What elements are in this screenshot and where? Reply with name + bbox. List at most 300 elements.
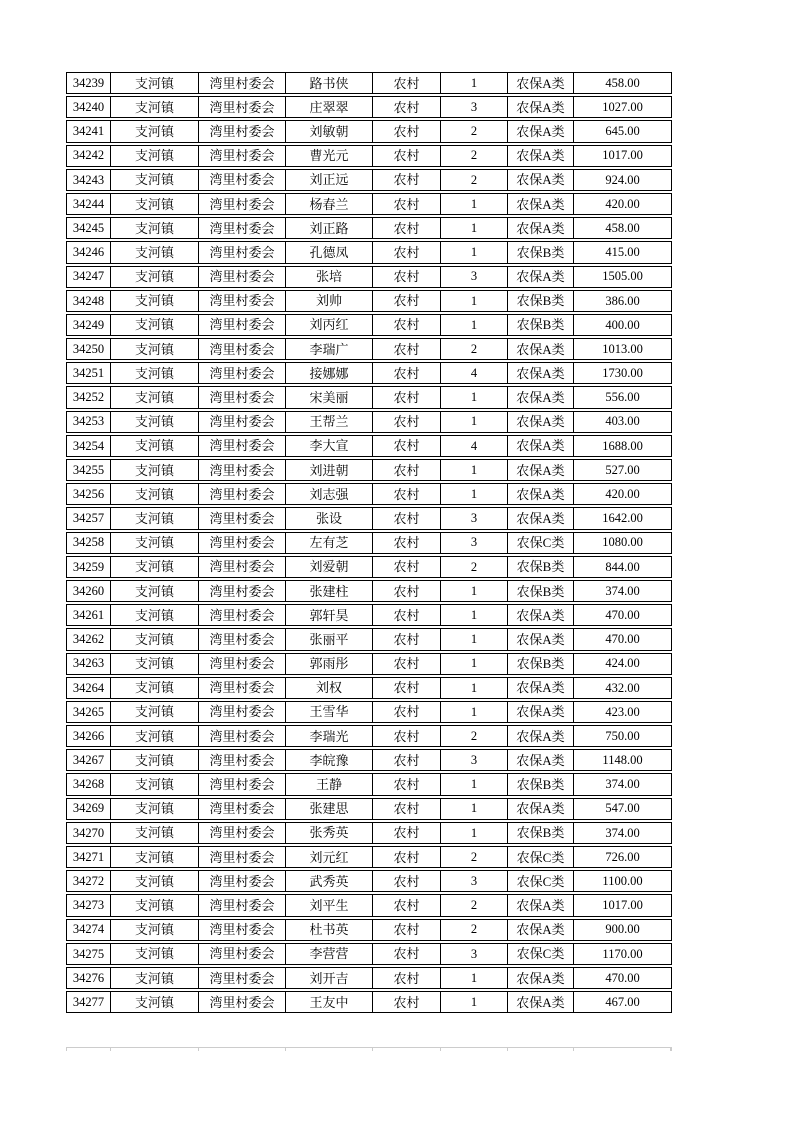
partial-cell bbox=[574, 1048, 671, 1051]
count-cell: 1 bbox=[441, 484, 508, 504]
name-cell: 李皖豫 bbox=[286, 750, 373, 770]
name-cell: 路书侠 bbox=[286, 73, 373, 93]
table-row bbox=[66, 919, 672, 941]
name-cell: 郭轩昊 bbox=[286, 605, 373, 625]
village-cell: 湾里村委会 bbox=[199, 170, 286, 190]
town-cell: 支河镇 bbox=[111, 726, 199, 746]
insurance-type-cell: 农保B类 bbox=[508, 242, 574, 262]
record-id-cell: 34241 bbox=[67, 121, 111, 141]
record-id-cell: 34259 bbox=[67, 557, 111, 577]
table-row bbox=[66, 120, 672, 142]
village-cell: 湾里村委会 bbox=[199, 654, 286, 674]
amount-cell: 458.00 bbox=[605, 75, 640, 90]
town-cell: 支河镇 bbox=[111, 146, 199, 166]
category-cell: 农村 bbox=[373, 484, 441, 504]
category-cell: 农村 bbox=[373, 557, 441, 577]
amount-cell: 467.00 bbox=[605, 994, 640, 1009]
amount-cell: 374.00 bbox=[605, 583, 640, 598]
record-id-cell: 34275 bbox=[67, 944, 111, 964]
village-cell: 湾里村委会 bbox=[199, 992, 286, 1012]
category-cell: 农村 bbox=[373, 170, 441, 190]
insurance-type-cell: 农保B类 bbox=[508, 291, 574, 311]
partial-cell bbox=[286, 1048, 373, 1051]
town-cell: 支河镇 bbox=[111, 750, 199, 770]
table-row bbox=[66, 628, 672, 650]
amount-cell: 1100.00 bbox=[602, 874, 643, 889]
count-cell: 3 bbox=[441, 944, 508, 964]
table-row bbox=[66, 701, 672, 723]
table-row bbox=[66, 386, 672, 408]
town-cell: 支河镇 bbox=[111, 363, 199, 383]
town-cell: 支河镇 bbox=[111, 629, 199, 649]
category-cell: 农村 bbox=[373, 702, 441, 722]
name-cell: 刘平生 bbox=[286, 895, 373, 915]
record-id-cell: 34271 bbox=[67, 847, 111, 867]
category-cell: 农村 bbox=[373, 460, 441, 480]
insurance-type-cell: 农保C类 bbox=[508, 533, 574, 553]
amount-cell: 556.00 bbox=[605, 390, 640, 405]
table-row bbox=[66, 314, 672, 336]
insurance-type-cell: 农保A类 bbox=[508, 170, 574, 190]
amount-cell: 458.00 bbox=[605, 220, 640, 235]
category-cell: 农村 bbox=[373, 774, 441, 794]
town-cell: 支河镇 bbox=[111, 412, 199, 432]
village-cell: 湾里村委会 bbox=[199, 533, 286, 553]
name-cell: 王友中 bbox=[286, 992, 373, 1012]
insurance-type-cell: 农保C类 bbox=[508, 871, 574, 891]
name-cell: 武秀英 bbox=[286, 871, 373, 891]
name-cell: 王雪华 bbox=[286, 702, 373, 722]
category-cell: 农村 bbox=[373, 508, 441, 528]
record-id-cell: 34276 bbox=[67, 968, 111, 988]
partial-next-row bbox=[66, 1047, 672, 1051]
village-cell: 湾里村委会 bbox=[199, 267, 286, 287]
table-row bbox=[66, 943, 672, 965]
insurance-type-cell: 农保A类 bbox=[508, 218, 574, 238]
record-id-cell: 34246 bbox=[67, 242, 111, 262]
category-cell: 农村 bbox=[373, 194, 441, 214]
name-cell: 张培 bbox=[286, 267, 373, 287]
insurance-type-cell: 农保A类 bbox=[508, 146, 574, 166]
insurance-type-cell: 农保B类 bbox=[508, 581, 574, 601]
name-cell: 接娜娜 bbox=[286, 363, 373, 383]
name-cell: 刘敏朝 bbox=[286, 121, 373, 141]
category-cell: 农村 bbox=[373, 121, 441, 141]
amount-cell: 470.00 bbox=[605, 607, 640, 622]
record-id-cell: 34244 bbox=[67, 194, 111, 214]
insurance-type-cell: 农保A类 bbox=[508, 799, 574, 819]
benefits-table bbox=[66, 72, 672, 1015]
count-cell: 3 bbox=[441, 97, 508, 117]
village-cell: 湾里村委会 bbox=[199, 436, 286, 456]
name-cell: 李营营 bbox=[286, 944, 373, 964]
amount-cell: 415.00 bbox=[605, 245, 640, 260]
category-cell: 农村 bbox=[373, 605, 441, 625]
count-cell: 1 bbox=[441, 629, 508, 649]
town-cell: 支河镇 bbox=[111, 847, 199, 867]
count-cell: 1 bbox=[441, 968, 508, 988]
village-cell: 湾里村委会 bbox=[199, 363, 286, 383]
name-cell: 杨春兰 bbox=[286, 194, 373, 214]
amount-cell: 1013.00 bbox=[602, 341, 643, 356]
category-cell: 农村 bbox=[373, 581, 441, 601]
town-cell: 支河镇 bbox=[111, 581, 199, 601]
record-id-cell: 34273 bbox=[67, 895, 111, 915]
amount-cell: 1505.00 bbox=[602, 269, 643, 284]
town-cell: 支河镇 bbox=[111, 460, 199, 480]
village-cell: 湾里村委会 bbox=[199, 97, 286, 117]
name-cell: 刘权 bbox=[286, 678, 373, 698]
table-row bbox=[66, 604, 672, 626]
category-cell: 农村 bbox=[373, 726, 441, 746]
record-id-cell: 34261 bbox=[67, 605, 111, 625]
count-cell: 4 bbox=[441, 363, 508, 383]
category-cell: 农村 bbox=[373, 823, 441, 843]
name-cell: 张建柱 bbox=[286, 581, 373, 601]
village-cell: 湾里村委会 bbox=[199, 968, 286, 988]
category-cell: 农村 bbox=[373, 944, 441, 964]
village-cell: 湾里村委会 bbox=[199, 823, 286, 843]
town-cell: 支河镇 bbox=[111, 895, 199, 915]
amount-cell: 374.00 bbox=[605, 777, 640, 792]
table-row bbox=[66, 556, 672, 578]
category-cell: 农村 bbox=[373, 799, 441, 819]
amount-cell: 424.00 bbox=[605, 656, 640, 671]
count-cell: 1 bbox=[441, 315, 508, 335]
category-cell: 农村 bbox=[373, 436, 441, 456]
name-cell: 张丽平 bbox=[286, 629, 373, 649]
name-cell: 张设 bbox=[286, 508, 373, 528]
table-row bbox=[66, 435, 672, 457]
village-cell: 湾里村委会 bbox=[199, 194, 286, 214]
category-cell: 农村 bbox=[373, 412, 441, 432]
town-cell: 支河镇 bbox=[111, 291, 199, 311]
name-cell: 刘正远 bbox=[286, 170, 373, 190]
record-id-cell: 34245 bbox=[67, 218, 111, 238]
town-cell: 支河镇 bbox=[111, 774, 199, 794]
table-row bbox=[66, 217, 672, 239]
category-cell: 农村 bbox=[373, 750, 441, 770]
insurance-type-cell: 农保A类 bbox=[508, 920, 574, 940]
village-cell: 湾里村委会 bbox=[199, 557, 286, 577]
record-id-cell: 34277 bbox=[67, 992, 111, 1012]
village-cell: 湾里村委会 bbox=[199, 702, 286, 722]
table-row bbox=[66, 967, 672, 989]
amount-cell: 1148.00 bbox=[602, 753, 643, 768]
table-row bbox=[66, 725, 672, 747]
category-cell: 农村 bbox=[373, 339, 441, 359]
table-row bbox=[66, 653, 672, 675]
amount-cell: 470.00 bbox=[605, 970, 640, 985]
category-cell: 农村 bbox=[373, 363, 441, 383]
name-cell: 庄翠翠 bbox=[286, 97, 373, 117]
amount-cell: 547.00 bbox=[605, 801, 640, 816]
insurance-type-cell: 农保B类 bbox=[508, 774, 574, 794]
record-id-cell: 34268 bbox=[67, 774, 111, 794]
category-cell: 农村 bbox=[373, 968, 441, 988]
town-cell: 支河镇 bbox=[111, 339, 199, 359]
count-cell: 2 bbox=[441, 895, 508, 915]
count-cell: 1 bbox=[441, 412, 508, 432]
amount-cell: 423.00 bbox=[605, 704, 640, 719]
category-cell: 农村 bbox=[373, 992, 441, 1012]
amount-cell: 750.00 bbox=[605, 728, 640, 743]
amount-cell: 527.00 bbox=[605, 462, 640, 477]
record-id-cell: 34254 bbox=[67, 436, 111, 456]
table-row bbox=[66, 193, 672, 215]
count-cell: 1 bbox=[441, 460, 508, 480]
name-cell: 张秀英 bbox=[286, 823, 373, 843]
insurance-type-cell: 农保A类 bbox=[508, 436, 574, 456]
insurance-type-cell: 农保C类 bbox=[508, 944, 574, 964]
name-cell: 杜书英 bbox=[286, 920, 373, 940]
partial-cell bbox=[441, 1048, 508, 1051]
amount-cell: 900.00 bbox=[605, 922, 640, 937]
village-cell: 湾里村委会 bbox=[199, 871, 286, 891]
insurance-type-cell: 农保B类 bbox=[508, 823, 574, 843]
insurance-type-cell: 农保B类 bbox=[508, 315, 574, 335]
category-cell: 农村 bbox=[373, 533, 441, 553]
village-cell: 湾里村委会 bbox=[199, 339, 286, 359]
name-cell: 曹光元 bbox=[286, 146, 373, 166]
partial-cell bbox=[199, 1048, 286, 1051]
amount-cell: 1730.00 bbox=[602, 366, 643, 381]
amount-cell: 1027.00 bbox=[602, 100, 643, 115]
table-row bbox=[66, 338, 672, 360]
record-id-cell: 34272 bbox=[67, 871, 111, 891]
record-id-cell: 34256 bbox=[67, 484, 111, 504]
amount-cell: 432.00 bbox=[605, 680, 640, 695]
category-cell: 农村 bbox=[373, 895, 441, 915]
record-id-cell: 34247 bbox=[67, 267, 111, 287]
town-cell: 支河镇 bbox=[111, 557, 199, 577]
category-cell: 农村 bbox=[373, 218, 441, 238]
name-cell: 王帮兰 bbox=[286, 412, 373, 432]
record-id-cell: 34258 bbox=[67, 533, 111, 553]
name-cell: 刘帅 bbox=[286, 291, 373, 311]
table-row bbox=[66, 362, 672, 384]
village-cell: 湾里村委会 bbox=[199, 73, 286, 93]
town-cell: 支河镇 bbox=[111, 871, 199, 891]
town-cell: 支河镇 bbox=[111, 823, 199, 843]
count-cell: 2 bbox=[441, 920, 508, 940]
village-cell: 湾里村委会 bbox=[199, 629, 286, 649]
village-cell: 湾里村委会 bbox=[199, 895, 286, 915]
amount-cell: 1017.00 bbox=[602, 148, 643, 163]
town-cell: 支河镇 bbox=[111, 97, 199, 117]
village-cell: 湾里村委会 bbox=[199, 581, 286, 601]
village-cell: 湾里村委会 bbox=[199, 460, 286, 480]
amount-cell: 1688.00 bbox=[602, 438, 643, 453]
table-row bbox=[66, 169, 672, 191]
insurance-type-cell: 农保A类 bbox=[508, 363, 574, 383]
category-cell: 农村 bbox=[373, 146, 441, 166]
table-row bbox=[66, 798, 672, 820]
town-cell: 支河镇 bbox=[111, 654, 199, 674]
insurance-type-cell: 农保A类 bbox=[508, 750, 574, 770]
village-cell: 湾里村委会 bbox=[199, 146, 286, 166]
name-cell: 李瑞光 bbox=[286, 726, 373, 746]
table-row bbox=[66, 483, 672, 505]
insurance-type-cell: 农保A类 bbox=[508, 629, 574, 649]
town-cell: 支河镇 bbox=[111, 605, 199, 625]
count-cell: 4 bbox=[441, 436, 508, 456]
table-row bbox=[66, 411, 672, 433]
record-id-cell: 34239 bbox=[67, 73, 111, 93]
table-row bbox=[66, 145, 672, 167]
insurance-type-cell: 农保A类 bbox=[508, 267, 574, 287]
amount-cell: 1080.00 bbox=[602, 535, 643, 550]
insurance-type-cell: 农保A类 bbox=[508, 484, 574, 504]
category-cell: 农村 bbox=[373, 242, 441, 262]
count-cell: 1 bbox=[441, 799, 508, 819]
town-cell: 支河镇 bbox=[111, 121, 199, 141]
town-cell: 支河镇 bbox=[111, 920, 199, 940]
village-cell: 湾里村委会 bbox=[199, 920, 286, 940]
table-row bbox=[66, 266, 672, 288]
table-row bbox=[66, 822, 672, 844]
village-cell: 湾里村委会 bbox=[199, 944, 286, 964]
partial-cell bbox=[373, 1048, 441, 1051]
count-cell: 1 bbox=[441, 678, 508, 698]
category-cell: 农村 bbox=[373, 654, 441, 674]
insurance-type-cell: 农保B类 bbox=[508, 654, 574, 674]
count-cell: 2 bbox=[441, 726, 508, 746]
record-id-cell: 34265 bbox=[67, 702, 111, 722]
category-cell: 农村 bbox=[373, 97, 441, 117]
insurance-type-cell: 农保A类 bbox=[508, 412, 574, 432]
amount-cell: 1642.00 bbox=[602, 511, 643, 526]
record-id-cell: 34274 bbox=[67, 920, 111, 940]
table-row bbox=[66, 96, 672, 118]
town-cell: 支河镇 bbox=[111, 436, 199, 456]
town-cell: 支河镇 bbox=[111, 387, 199, 407]
record-id-cell: 34251 bbox=[67, 363, 111, 383]
name-cell: 王静 bbox=[286, 774, 373, 794]
insurance-type-cell: 农保A类 bbox=[508, 605, 574, 625]
count-cell: 3 bbox=[441, 533, 508, 553]
record-id-cell: 34262 bbox=[67, 629, 111, 649]
town-cell: 支河镇 bbox=[111, 218, 199, 238]
insurance-type-cell: 农保A类 bbox=[508, 97, 574, 117]
town-cell: 支河镇 bbox=[111, 678, 199, 698]
town-cell: 支河镇 bbox=[111, 73, 199, 93]
category-cell: 农村 bbox=[373, 73, 441, 93]
count-cell: 1 bbox=[441, 242, 508, 262]
name-cell: 刘进朝 bbox=[286, 460, 373, 480]
name-cell: 孔德凤 bbox=[286, 242, 373, 262]
category-cell: 农村 bbox=[373, 871, 441, 891]
town-cell: 支河镇 bbox=[111, 968, 199, 988]
name-cell: 左有芝 bbox=[286, 533, 373, 553]
village-cell: 湾里村委会 bbox=[199, 484, 286, 504]
village-cell: 湾里村委会 bbox=[199, 605, 286, 625]
category-cell: 农村 bbox=[373, 678, 441, 698]
count-cell: 1 bbox=[441, 73, 508, 93]
amount-cell: 386.00 bbox=[605, 293, 640, 308]
amount-cell: 470.00 bbox=[605, 632, 640, 647]
count-cell: 1 bbox=[441, 581, 508, 601]
record-id-cell: 34269 bbox=[67, 799, 111, 819]
town-cell: 支河镇 bbox=[111, 533, 199, 553]
table-row bbox=[66, 749, 672, 771]
count-cell: 1 bbox=[441, 387, 508, 407]
town-cell: 支河镇 bbox=[111, 170, 199, 190]
town-cell: 支河镇 bbox=[111, 992, 199, 1012]
category-cell: 农村 bbox=[373, 847, 441, 867]
insurance-type-cell: 农保A类 bbox=[508, 992, 574, 1012]
amount-cell: 403.00 bbox=[605, 414, 640, 429]
insurance-type-cell: 农保A类 bbox=[508, 702, 574, 722]
insurance-type-cell: 农保A类 bbox=[508, 895, 574, 915]
count-cell: 2 bbox=[441, 557, 508, 577]
record-id-cell: 34240 bbox=[67, 97, 111, 117]
insurance-type-cell: 农保A类 bbox=[508, 460, 574, 480]
village-cell: 湾里村委会 bbox=[199, 726, 286, 746]
insurance-type-cell: 农保A类 bbox=[508, 508, 574, 528]
amount-cell: 420.00 bbox=[605, 487, 640, 502]
insurance-type-cell: 农保A类 bbox=[508, 194, 574, 214]
record-id-cell: 34257 bbox=[67, 508, 111, 528]
insurance-type-cell: 农保A类 bbox=[508, 968, 574, 988]
record-id-cell: 34266 bbox=[67, 726, 111, 746]
count-cell: 2 bbox=[441, 847, 508, 867]
table-row bbox=[66, 677, 672, 699]
count-cell: 1 bbox=[441, 291, 508, 311]
category-cell: 农村 bbox=[373, 920, 441, 940]
village-cell: 湾里村委会 bbox=[199, 678, 286, 698]
partial-cell bbox=[508, 1048, 574, 1051]
partial-cell bbox=[111, 1048, 199, 1051]
count-cell: 1 bbox=[441, 194, 508, 214]
amount-cell: 844.00 bbox=[605, 559, 640, 574]
village-cell: 湾里村委会 bbox=[199, 508, 286, 528]
village-cell: 湾里村委会 bbox=[199, 847, 286, 867]
town-cell: 支河镇 bbox=[111, 242, 199, 262]
name-cell: 刘丙红 bbox=[286, 315, 373, 335]
table-row bbox=[66, 894, 672, 916]
category-cell: 农村 bbox=[373, 315, 441, 335]
count-cell: 3 bbox=[441, 508, 508, 528]
category-cell: 农村 bbox=[373, 267, 441, 287]
town-cell: 支河镇 bbox=[111, 267, 199, 287]
record-id-cell: 34260 bbox=[67, 581, 111, 601]
count-cell: 1 bbox=[441, 702, 508, 722]
record-id-cell: 34270 bbox=[67, 823, 111, 843]
count-cell: 3 bbox=[441, 871, 508, 891]
table-row bbox=[66, 241, 672, 263]
partial-cell bbox=[67, 1048, 111, 1051]
record-id-cell: 34248 bbox=[67, 291, 111, 311]
name-cell: 郭雨彤 bbox=[286, 654, 373, 674]
name-cell: 刘正路 bbox=[286, 218, 373, 238]
village-cell: 湾里村委会 bbox=[199, 121, 286, 141]
table-row bbox=[66, 846, 672, 868]
insurance-type-cell: 农保C类 bbox=[508, 847, 574, 867]
count-cell: 2 bbox=[441, 170, 508, 190]
village-cell: 湾里村委会 bbox=[199, 387, 286, 407]
record-id-cell: 34253 bbox=[67, 412, 111, 432]
village-cell: 湾里村委会 bbox=[199, 774, 286, 794]
count-cell: 2 bbox=[441, 339, 508, 359]
table-row bbox=[66, 532, 672, 554]
table-row bbox=[66, 991, 672, 1013]
category-cell: 农村 bbox=[373, 291, 441, 311]
amount-cell: 374.00 bbox=[605, 825, 640, 840]
category-cell: 农村 bbox=[373, 629, 441, 649]
record-id-cell: 34267 bbox=[67, 750, 111, 770]
record-id-cell: 34242 bbox=[67, 146, 111, 166]
